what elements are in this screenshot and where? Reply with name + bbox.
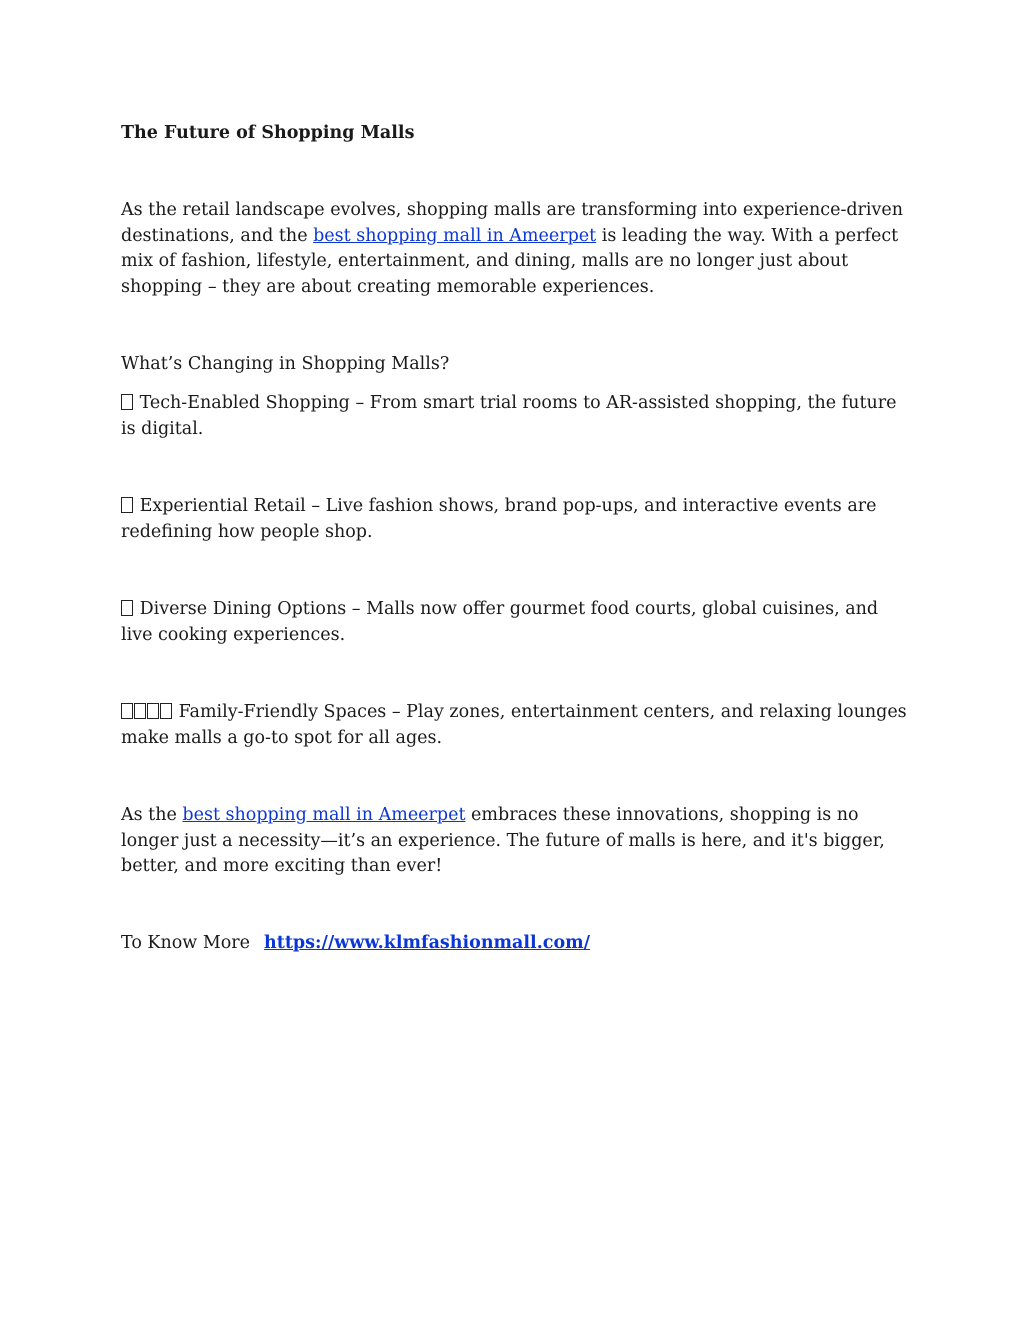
website-link[interactable]: https://www.klmfashionmall.com/ [264, 933, 591, 953]
intro-paragraph [121, 198, 911, 301]
list-item [121, 391, 911, 442]
missing-glyph-icon [121, 497, 133, 513]
page-title: The Future of Shopping Malls [121, 123, 415, 143]
list-item-text: Family-Friendly Spaces – Play zones, entertainment centers, and relaxing lounges make malls a go-to spot for all ages. [121, 702, 907, 748]
intro-text-before: As the retail landscape evolves, shopping malls are transforming into experience-driven destinations, and the [121, 200, 904, 246]
closing-paragraph [121, 803, 911, 880]
list-item-text: Experiential Retail – Live fashion shows, brand pop-ups, and interactive events are redefining how people shop. [121, 496, 877, 542]
intro-mall-link[interactable]: best shopping mall in Ameerpet [313, 225, 597, 246]
intro-text-after: is leading the way. With a perfect mix of fashion, lifestyle, entertainment, and dining, malls are no longer just about shopping – they are about creating memorable experiences. [121, 225, 899, 298]
closing-mall-link[interactable]: best shopping mall in Ameerpet [182, 805, 466, 825]
know-more-line [121, 931, 911, 957]
missing-glyph-icon [121, 394, 133, 410]
list-item-text: Tech-Enabled Shopping – From smart trial rooms to AR-assisted shopping, the future is digital. [121, 393, 897, 439]
closing-text-after: embraces these innovations, shopping is no longer just a necessity—it’s an experience. The future of malls is here, and it's bigger, better, and more exciting than ever! [121, 805, 885, 877]
missing-glyph-icon [147, 703, 159, 719]
list-item-text: Diverse Dining Options – Malls now offer gourmet food courts, global cuisines, and live cooking experiences. [121, 599, 879, 645]
missing-glyph-icon [134, 703, 146, 719]
missing-glyph-icon [121, 703, 133, 719]
list-item [121, 700, 911, 751]
section-heading: What’s Changing in Shopping Malls? [121, 354, 450, 374]
know-more-label: To Know More [121, 933, 251, 953]
missing-glyph-icon [160, 703, 172, 719]
closing-text-before: As the [121, 805, 183, 825]
list-item [121, 494, 911, 545]
list-item [121, 597, 911, 648]
missing-glyph-icon [121, 600, 133, 616]
